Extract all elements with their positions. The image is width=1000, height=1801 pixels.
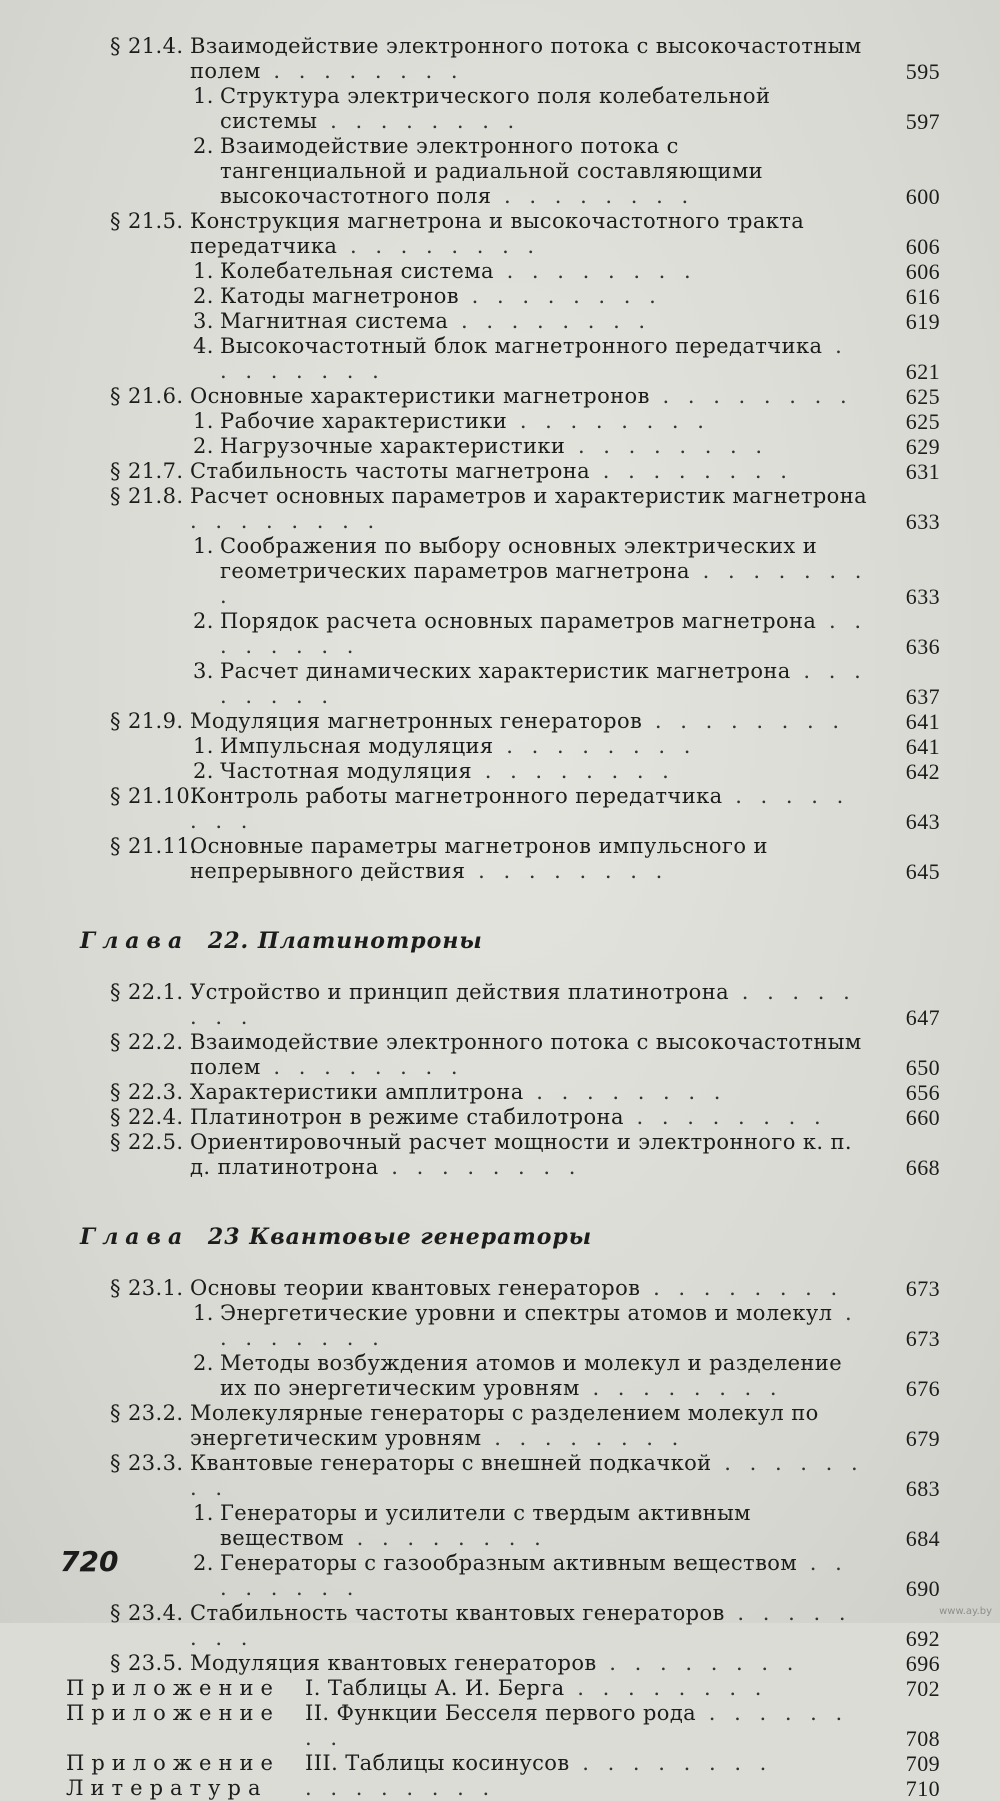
dot-leader: . . . . . . . . [569,1751,773,1775]
entry-title-text: Основные параметры магнетронов импульсного и непрерывного действия [190,834,768,883]
entry-title-text: Конструкция магнетрона и высокочастотного тракта передатчика [190,209,805,258]
entry-number: 2. [193,759,214,783]
entry-title-text: Платинотрон в режиме стабилотрона [190,1105,624,1129]
entry-title-text: Методы возбуждения атомов и молекул и разделение их по энергетическим уровням [220,1351,843,1400]
entry-number: 2. [193,434,214,458]
entry-title-text: Соображения по выбору основных электрических и геометрических параметров магнетрона [220,534,818,583]
chapter-22-entries [60,980,940,1180]
toc-entry [60,1105,940,1130]
entry-title-text: Характеристики амплитрона [190,1080,524,1104]
entry-title-text: Частотная модуляция [220,759,473,783]
entry-page: 692 [905,1626,940,1651]
dot-leader: . . . . . . . . [493,734,697,758]
toc-entry [60,980,940,1030]
entry-title [190,1401,940,1451]
toc-entry [60,434,940,459]
toc-entry [60,1501,940,1551]
entry-number: § 21.5. [110,209,184,233]
dot-leader: . . . . . . . . [481,1426,685,1450]
entry-page: 676 [905,1376,940,1401]
entry-title [190,1451,940,1501]
entry-number: 2. [193,284,214,308]
entry-title [190,1601,940,1651]
chapter-22-heading [80,928,940,954]
entry-number: 3. [193,659,214,683]
entry-page: 708 [905,1726,940,1751]
toc-entry [60,1676,940,1701]
entry-title [220,409,940,434]
entry-page: 629 [905,434,940,459]
chapter-prefix: Глава [80,928,190,954]
dot-leader: . . . . . . . . [491,184,695,208]
entry-page: 625 [905,409,940,434]
entry-page: 650 [905,1055,940,1080]
chapter-23-heading [80,1224,940,1250]
entry-title-text: Импульсная модуляция [220,734,494,758]
entry-page: 636 [905,634,940,659]
dot-leader: . . . . . . . . [649,384,853,408]
toc-entry [60,834,940,884]
entry-title [190,980,940,1030]
dot-leader: . . . . . . . . [523,1080,727,1104]
dot-leader: . . . . . . . . [590,459,793,483]
watermark: www.ay.by [939,1606,992,1617]
entry-page: 690 [905,1576,940,1601]
entry-number: § 23.2. [110,1401,184,1425]
dot-leader: . . . . . . . . [190,980,856,1029]
entry-title [220,1351,940,1401]
table-of-contents [60,34,940,1801]
entry-number: 1. [193,1301,214,1325]
entry-title [190,1105,940,1130]
entry-number: § 22.2. [110,1030,184,1054]
dot-leader: . . . . . . . . [220,334,848,383]
dot-leader: . . . . . . . . [459,284,662,308]
entry-number: § 21.7. [110,459,184,483]
entry-number: § 21.6. [110,384,184,408]
dot-leader: . . . . . . . . [493,259,697,283]
entry-number: § 23.4. [110,1601,184,1625]
toc-entry [60,84,940,134]
entry-number: 1. [193,1501,214,1525]
entry-number: § 22.5. [110,1130,184,1154]
dot-leader: . . . . . . . . [472,759,675,783]
toc-entry [60,1130,940,1180]
dot-leader: . . . . . . . . [220,1551,848,1600]
entry-title-text: Модуляция магнетронных генераторов [190,709,643,733]
entry-title-text: Взаимодействие электронного потока с тангенциальной и радиальной составляющими высокочастотного поля [220,134,764,208]
entry-page: 637 [905,684,940,709]
dot-leader: . . . . . . . . [317,109,521,133]
entry-number: Приложение [66,1701,280,1725]
dot-leader: . . . . . . . . [190,509,381,533]
entry-title-text: Катоды магнетронов [220,284,459,308]
entry-title-text: Основные характеристики магнетронов [190,384,650,408]
toc-entry [60,1351,940,1401]
chapter-23-entries [60,1276,940,1801]
entry-title [190,1030,940,1080]
dot-leader: . . . . . . . . [507,409,710,433]
entry-number: § 21.9. [110,709,184,733]
entry-title [220,609,940,659]
toc-entry [60,134,940,209]
entry-number: 2. [193,134,214,158]
entry-page: 702 [905,1676,940,1701]
entry-page: 645 [905,859,940,884]
entry-title [305,1776,940,1801]
entry-title-text: Рабочие характеристики [220,409,508,433]
page-number: 720 [60,1545,119,1578]
dot-leader: . . . . . . . . [260,1055,464,1079]
toc-entry [60,659,940,709]
dot-leader: . . . . . . . . [220,659,867,708]
entry-title-text: Структура электрического поля колебательной системы [220,84,771,133]
entry-number: 1. [193,259,214,283]
entry-title [190,1080,940,1105]
toc-entry [60,1276,940,1301]
toc-entry [60,1601,940,1651]
dot-leader: . . . . . . . . [220,559,868,608]
toc-entry [60,1401,940,1451]
entry-page: 679 [905,1426,940,1451]
entry-number: 1. [193,534,214,558]
entry-title [305,1676,940,1701]
entry-title [190,1130,940,1180]
entry-title-text: Контроль работы магнетронного передатчика [190,784,723,808]
toc-entry [60,209,940,259]
entry-title-text: Взаимодействие электронного потока с высокочастотным полем [190,34,862,83]
entry-number: 4. [193,334,214,358]
dot-leader: . . . . . . . . [305,1701,849,1750]
entry-title-text: Магнитная система [220,309,449,333]
toc-entry [60,784,940,834]
toc-entry [60,1701,940,1751]
entry-title-text: Молекулярные генераторы с разделением молекул по энергетическим уровням [190,1401,819,1450]
entry-title [220,309,940,334]
entry-title [220,284,940,309]
entry-title-text: Устройство и принцип действия платинотрона [190,980,730,1004]
entry-number: 2. [193,609,214,633]
dot-leader: . . . . . . . . [564,1676,768,1700]
entry-page: 696 [905,1651,940,1676]
toc-entry [60,384,940,409]
entry-number: § 22.4. [110,1105,184,1129]
entry-title [305,1751,940,1776]
entry-title [190,34,940,84]
entry-page: 606 [905,259,940,284]
entry-number: § 21.8. [110,484,184,508]
entry-number: 1. [193,84,214,108]
entry-page: 595 [905,59,940,84]
entry-number: 3. [193,309,214,333]
entry-title-text: Стабильность частоты квантовых генераторов [190,1601,725,1625]
entry-page: 597 [905,109,940,134]
entry-number: 2. [193,1551,214,1575]
entry-title [220,134,940,209]
entry-title [220,334,940,384]
entry-page: 656 [905,1080,940,1105]
entry-page: 633 [905,584,940,609]
entry-title [190,459,940,484]
chapter-title: 22. Платинотроны [207,928,483,954]
entry-number: Приложение [66,1676,280,1700]
toc-entry [60,1301,940,1351]
entry-number: Литература [66,1776,268,1800]
dot-leader: . . . . . . . . [565,434,769,458]
dot-leader: . . . . . . . . [378,1155,582,1179]
entry-title-text: Квантовые генераторы с внешней подкачкой [190,1451,712,1475]
toc-entry [60,1651,940,1676]
entry-page: 642 [905,759,940,784]
entry-page: 641 [905,734,940,759]
entry-page: 631 [905,459,940,484]
entry-title-text: Взаимодействие электронного потока с высокочастотным полем [190,1030,862,1079]
toc-entry [60,734,940,759]
entry-title [190,834,940,884]
entry-page: 647 [905,1005,940,1030]
entry-number: § 21.10. [110,784,198,808]
entry-number: 1. [193,734,214,758]
entry-title-text: Стабильность частоты магнетрона [190,459,591,483]
entry-page: 621 [905,359,940,384]
entry-title [190,384,940,409]
toc-entry [60,534,940,609]
chapter-prefix: Глава [80,1224,190,1250]
entry-title-text: Энергетические уровни и спектры атомов и молекул [220,1301,833,1325]
entry-title-text: Генераторы с газообразным активным веществом [220,1551,798,1575]
entry-page: 641 [905,709,940,734]
entry-title [220,659,940,709]
entry-title [190,1651,940,1676]
entry-page: 600 [905,184,940,209]
entry-title-text: I. Таблицы А. И. Берга [305,1676,565,1700]
entry-page: 668 [905,1155,940,1180]
entry-page: 619 [905,309,940,334]
entry-page: 660 [905,1105,940,1130]
entry-title [220,1551,940,1601]
entry-number: § 23.3. [110,1451,184,1475]
entry-title [220,1501,940,1551]
entry-number: § 23.5. [110,1651,184,1675]
entry-page: 643 [905,809,940,834]
entry-number: § 23.1. [110,1276,184,1300]
entry-title [220,534,940,609]
dot-leader: . . . . . . . . [343,1526,547,1550]
toc-entry [60,759,940,784]
toc-entry [60,259,940,284]
dot-leader: . . . . . . . . [579,1376,783,1400]
entry-page: 684 [905,1526,940,1551]
dot-leader: . . . . . . . . [640,1276,844,1300]
entry-title-text: Основы теории квантовых генераторов [190,1276,641,1300]
entry-number: § 21.4. [110,34,184,58]
entry-title [190,484,940,534]
entry-title [220,759,940,784]
entry-page: 710 [905,1776,940,1801]
entry-page: 673 [905,1326,940,1351]
entry-page: 683 [905,1476,940,1501]
toc-entry [60,459,940,484]
dot-leader: . . . . . . . . [220,1301,858,1350]
dot-leader: . . . . . . . . [190,1601,852,1650]
entry-page: 673 [905,1276,940,1301]
entry-page: 633 [905,509,940,534]
dot-leader: . . . . . . . . [220,609,868,658]
entry-title [305,1701,940,1751]
entry-title-text: Нагрузочные характеристики [220,434,566,458]
entry-page: 709 [905,1751,940,1776]
dot-leader: . . . . . . . . [623,1105,827,1129]
dot-leader: . . . . . . . . [448,309,652,333]
entry-number: 1. [193,409,214,433]
entry-page: 606 [905,234,940,259]
dot-leader: . . . . . . . . [190,784,850,833]
entry-number: § 22.3. [110,1080,184,1104]
entry-page: 625 [905,384,940,409]
toc-entry [60,484,940,534]
entry-title-text: Расчет динамических характеристик магнетрона [220,659,791,683]
entry-title [220,1301,940,1351]
dot-leader: . . . . . . . . [190,1451,864,1500]
entry-title [190,709,940,734]
toc-entry [60,1751,940,1776]
entry-page: 616 [905,284,940,309]
toc-entry [60,284,940,309]
toc-entry [60,1080,940,1105]
entry-title [220,434,940,459]
entry-title-text: Порядок расчета основных параметров магнетрона [220,609,817,633]
entry-number: § 22.1. [110,980,184,1004]
entry-title [190,1276,940,1301]
entry-title-text: Ориентировочный расчет мощности и электронного к. п. д. платинотрона [190,1130,852,1179]
toc-entry [60,409,940,434]
entry-title [220,259,940,284]
entry-title-text: Колебательная система [220,259,494,283]
entry-title-text: Модуляция квантовых генераторов [190,1651,597,1675]
toc-entry [60,609,940,659]
entry-number: 2. [193,1351,214,1375]
dot-leader: . . . . . . . . [305,1776,496,1800]
toc-entry [60,1030,940,1080]
chapter-title: 23 Квантовые генераторы [207,1224,593,1250]
dot-leader: . . . . . . . . [642,709,846,733]
dot-leader: . . . . . . . . [465,859,669,883]
entry-title [190,784,940,834]
toc-entry [60,1451,940,1501]
toc-entry [60,309,940,334]
entry-title [220,734,940,759]
toc-entry [60,34,940,84]
toc-entry [60,709,940,734]
entry-title [190,209,940,259]
entry-number: Приложение [66,1751,280,1775]
chapter-21-entries [60,34,940,884]
entry-title-text: III. Таблицы косинусов [305,1751,570,1775]
entry-title-text: Расчет основных параметров и характеристик магнетрона [190,484,868,508]
entry-title [220,84,940,134]
toc-entry [60,1776,940,1801]
dot-leader: . . . . . . . . [337,234,541,258]
entry-title-text: Генераторы и усилители с твердым активным веществом [220,1501,751,1550]
toc-entry [60,334,940,384]
toc-entry [60,1551,940,1601]
dot-leader: . . . . . . . . [596,1651,800,1675]
dot-leader: . . . . . . . . [260,59,464,83]
entry-title-text: Высокочастотный блок магнетронного передатчика [220,334,823,358]
entry-title-text: II. Функции Бесселя первого рода [305,1701,697,1725]
entry-number: § 21.11. [110,834,198,858]
